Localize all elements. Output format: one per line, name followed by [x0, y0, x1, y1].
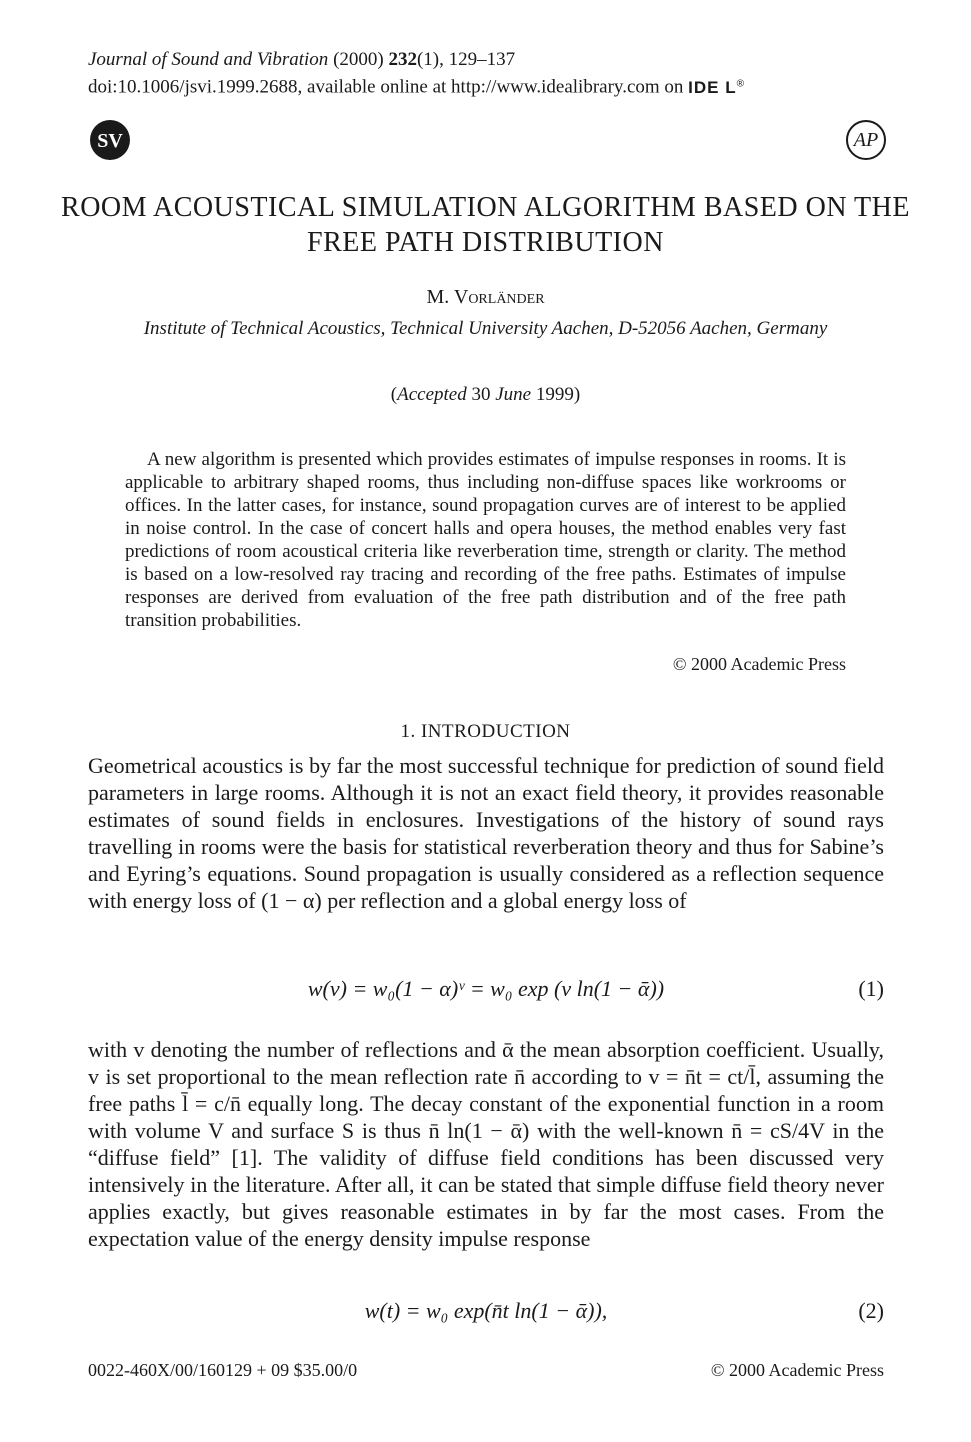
equation-2	[88, 1298, 884, 1328]
journal-year: (2000)	[333, 49, 384, 70]
section-heading: 1. INTRODUCTION	[400, 721, 571, 742]
sv-logo-icon: SV	[90, 120, 130, 160]
journal-volume: 232	[388, 49, 417, 70]
journal-header	[88, 48, 745, 100]
abstract-copyright: © 2000 Academic Press	[672, 654, 846, 674]
equation-1	[88, 976, 884, 1006]
author: M. Vorländer	[426, 286, 545, 308]
journal-name: Journal of Sound and Vibration	[88, 49, 329, 70]
intro-paragraph: Geometrical acoustics is by far the most successful technique for prediction of sound field parameters in large rooms. Although it is not an exact field theory, it provides reasonable estimates of sound fields in enclosures. Investigations of the history of sound rays travelling in rooms were the basis for statistical reverberation theory and thus for Sabine’s and Eyring’s equations. Sound propagation is usually considered as a reflection sequence with energy loss of (1 − α) per reflection and a global energy loss of	[88, 753, 884, 913]
equation-2-expression: w(t) = w₀ exp(n̄t ln(1 − ᾱ)),	[364, 1298, 608, 1323]
equation-1-expression: w(v) = w₀(1 − α)ᵛ = w₀ exp (v ln(1 − ᾱ))	[307, 976, 665, 1001]
equation-2-number: (2)	[858, 1298, 884, 1323]
ap-logo-icon: AP	[846, 120, 886, 160]
abstract	[125, 448, 846, 632]
footer-copyright: © 2000 Academic Press	[710, 1360, 884, 1380]
journal-citation	[88, 48, 745, 72]
doi-line: doi:10.1006/jsvi.1999.2688, available online at http://www.idealibrary.com on	[88, 76, 684, 98]
footer-code: 0022-460X/00/160129 + 09 $35.00/0	[88, 1360, 358, 1380]
accepted-date: (Accepted 30 June 1999)	[390, 384, 581, 405]
abstract-text: A new algorithm is presented which provides estimates of impulse responses in rooms. It is applicable to arbitrary shaped rooms, thus including non-diffuse spaces like workrooms or offices. In the latter cases, for instance, sound propagation curves are of interest to be applied in noise control. In the case of concert halls and opera houses, the method enables very fast predictions of room acoustical criteria like reverberation time, strength or clarity. The method is based on a low-resolved ray tracing and recording of the free paths. Estimates of impulse responses are derived from evaluation of the free path distribution and of the free path transition probabilities.	[125, 449, 846, 631]
ideal-logo: IDE L®	[688, 77, 745, 97]
paper-title: ROOM ACOUSTICAL SIMULATION ALGORITHM BASED ON THE FREE PATH DISTRIBUTION	[61, 192, 910, 258]
doi-line-row	[88, 72, 745, 100]
affiliation: Institute of Technical Acoustics, Technical University Aachen, D-52056 Aachen, Germany	[143, 318, 828, 339]
paragraph-2: with v denoting the number of reflections and ᾱ the mean absorption coefficient. Usually, v is set proportional to the mean reflection rate n̄ according to v = n̄t = ct/l̄, assuming the free paths l̄ = c/n̄ equally long. The decay constant of the exponential function in a room with volume V and surface S is thus n̄ ln(1 − ᾱ) with the well-known n̄ = cS/4V in the “diffuse field” [1]. The validity of diffuse field conditions has been discussed very intensively in the literature. After all, it can be stated that simple diffuse field theory never applies exactly, but gives reasonable estimates in by far the most cases. From the expectation value of the energy density impulse response	[88, 1037, 884, 1251]
equation-1-number: (1)	[858, 976, 884, 1001]
journal-issue-pages: (1), 129–137	[416, 49, 516, 70]
